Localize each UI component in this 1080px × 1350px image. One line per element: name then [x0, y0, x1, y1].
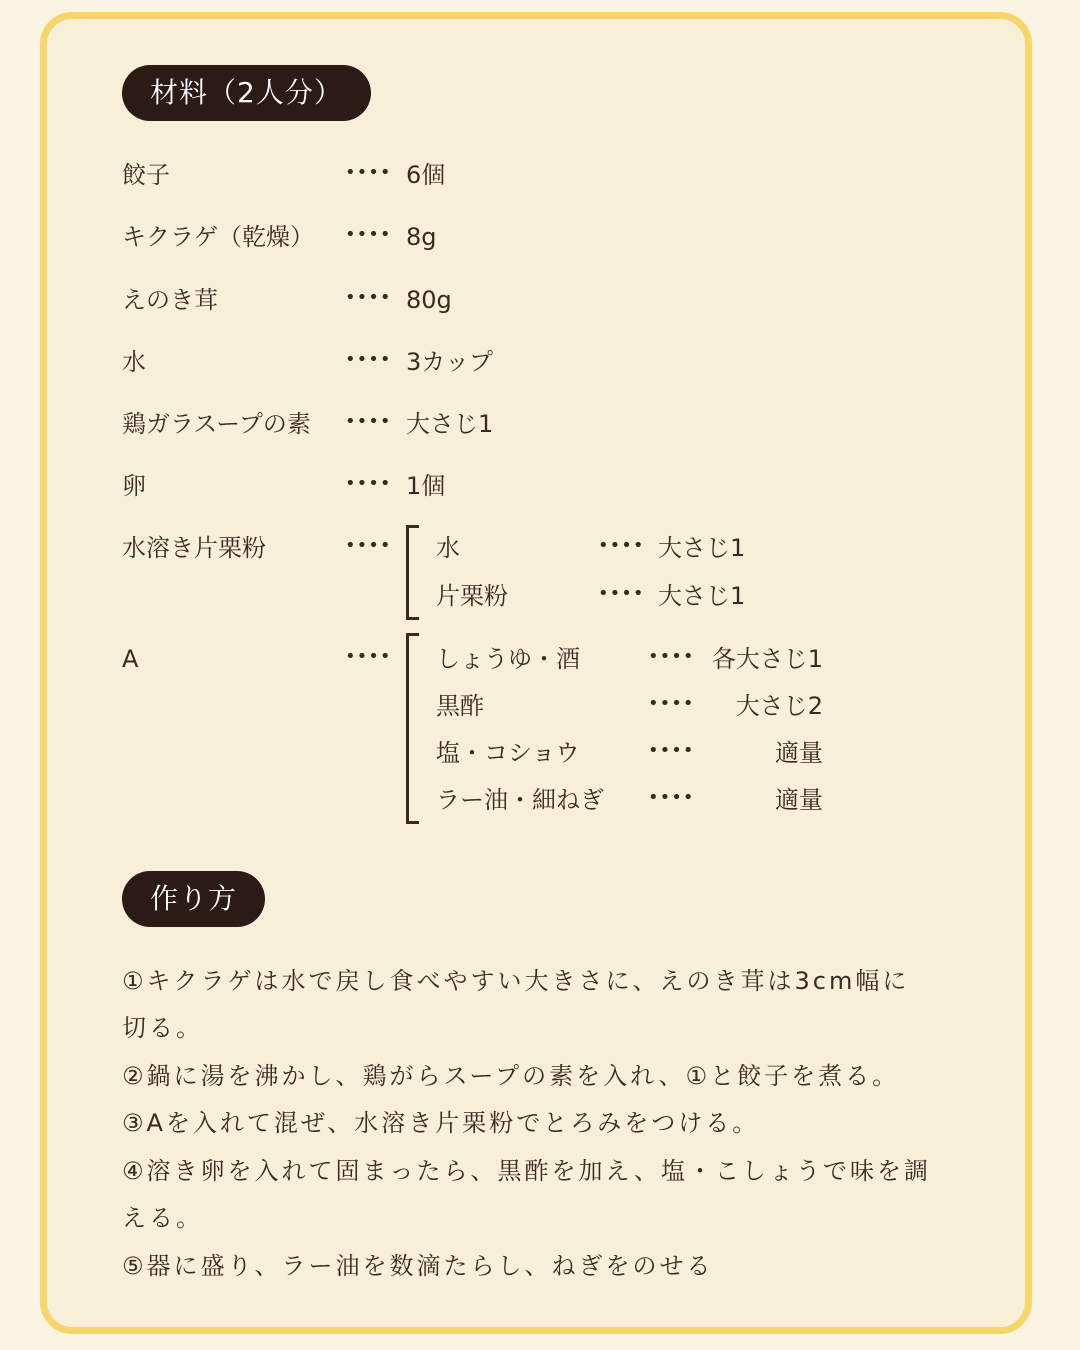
sub-ingredient-name: しょうゆ・酒 — [436, 645, 580, 673]
sub-ingredient-amount: 大さじ1 — [658, 534, 746, 562]
ingredient-amount: 8g — [406, 223, 437, 251]
sub-ingredient-amount: 適量 — [775, 786, 823, 814]
method-heading: 作り方 — [122, 871, 265, 927]
group-bracket — [406, 633, 419, 824]
leader-dots: •••• — [345, 224, 392, 245]
leader-dots: •••• — [345, 349, 392, 370]
ingredient-amount: 3カップ — [406, 348, 494, 376]
sub-ingredient-amount: 適量 — [775, 739, 823, 767]
leader-dots: •••• — [345, 535, 392, 556]
sub-ingredient-amount: 各大さじ1 — [711, 645, 823, 673]
method-line: える。 — [122, 1204, 203, 1232]
method-line: ①キクラゲは水で戻し食べやすい大きさに、えのき茸は3cm幅に — [122, 967, 910, 995]
ingredient-amount: 大さじ1 — [406, 410, 494, 438]
leader-dots: •••• — [345, 411, 392, 432]
ingredient-name: 鶏ガラスープの素 — [122, 410, 311, 438]
sub-ingredient-amount: 大さじ1 — [658, 582, 746, 610]
leader-dots: •••• — [598, 583, 645, 604]
sub-ingredient-amount: 大さじ2 — [735, 692, 823, 720]
sub-ingredient-name: 塩・コショウ — [436, 739, 580, 767]
method-line: ⑤器に盛り、ラー油を数滴たらし、ねぎをのせる — [122, 1252, 714, 1280]
leader-dots: •••• — [345, 473, 392, 494]
leader-dots: •••• — [345, 162, 392, 183]
ingredients-heading: 材料（2人分） — [122, 65, 371, 121]
method-line: ④溶き卵を入れて固まったら、黒酢を加え、塩・こしょうで味を調 — [122, 1157, 931, 1185]
ingredient-name: 卵 — [122, 472, 146, 500]
ingredient-name: 水溶き片栗粉 — [122, 534, 266, 562]
sub-ingredient-name: 黒酢 — [436, 692, 484, 720]
leader-dots: •••• — [598, 535, 645, 556]
ingredient-amount: 6個 — [406, 161, 446, 189]
ingredient-name: 餃子 — [122, 161, 170, 189]
method-line: 切る。 — [122, 1014, 203, 1042]
method-line: ③Aを入れて混ぜ、水溶き片栗粉でとろみをつける。 — [122, 1109, 760, 1137]
leader-dots: •••• — [345, 287, 392, 308]
leader-dots: •••• — [345, 646, 392, 667]
leader-dots: •••• — [648, 740, 695, 761]
ingredient-name: えのき茸 — [122, 286, 218, 314]
sub-ingredient-name: ラー油・細ねぎ — [436, 786, 604, 814]
group-bracket — [406, 525, 419, 620]
leader-dots: •••• — [648, 646, 695, 667]
leader-dots: •••• — [648, 693, 695, 714]
leader-dots: •••• — [648, 787, 695, 808]
ingredient-name: キクラゲ（乾燥） — [122, 223, 314, 251]
ingredient-amount: 80g — [406, 286, 452, 314]
method-line: ②鍋に湯を沸かし、鶏がらスープの素を入れ、①と餃子を煮る。 — [122, 1062, 900, 1090]
ingredient-amount: 1個 — [406, 472, 446, 500]
sub-ingredient-name: 水 — [436, 534, 460, 562]
ingredient-name: A — [122, 645, 139, 673]
ingredient-name: 水 — [122, 348, 146, 376]
sub-ingredient-name: 片栗粉 — [436, 582, 508, 610]
